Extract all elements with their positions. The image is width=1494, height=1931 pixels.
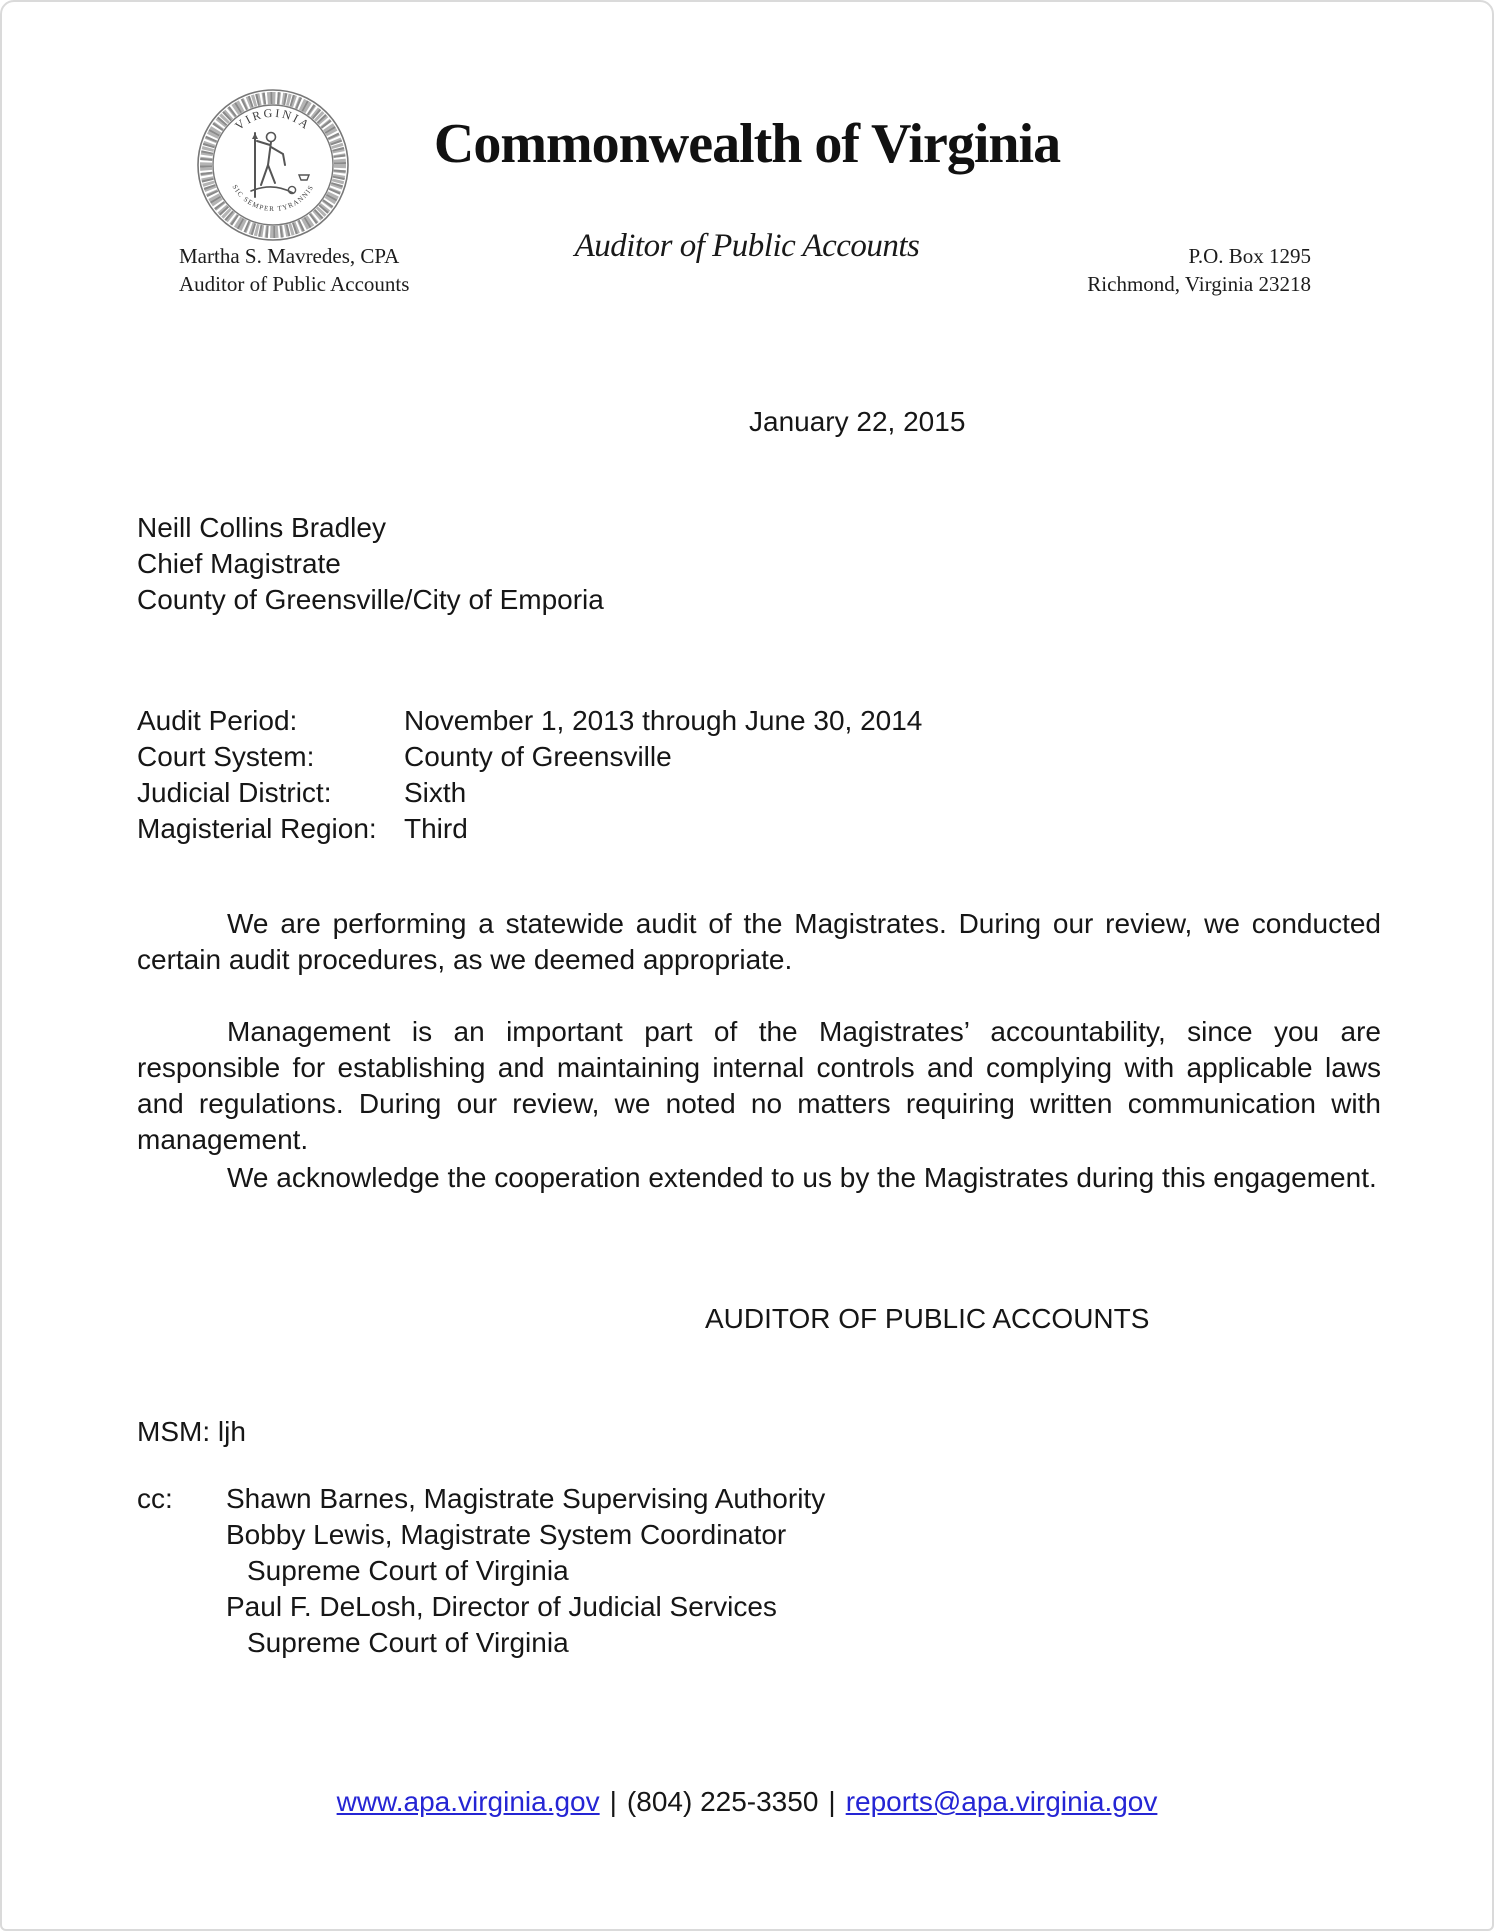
magisterial-region-label: Magisterial Region: (137, 813, 377, 844)
auditor-name: Martha S. Mavredes, CPA (179, 244, 400, 268)
cc-row (137, 1517, 825, 1553)
city-state-zip: Richmond, Virginia 23218 (1087, 272, 1311, 296)
recipient-block (137, 510, 604, 618)
footer-contact-line (2, 1784, 1492, 1820)
court-system-label: Court System: (137, 741, 315, 772)
footer-separator: | (609, 1786, 617, 1817)
auditor-title: Auditor of Public Accounts (179, 272, 410, 296)
cc-recipient-org: Supreme Court of Virginia (247, 1555, 569, 1586)
reference-initials: MSM: ljh (137, 1416, 246, 1447)
recipient-name: Neill Collins Bradley (137, 512, 386, 543)
audit-info-table (137, 703, 922, 847)
phone-number: (804) 225-3350 (626, 1786, 819, 1817)
audit-info-row (137, 739, 922, 775)
org-subtitle: Auditor of Public Accounts (574, 228, 920, 264)
cc-row (137, 1625, 825, 1661)
org-title: Commonwealth of Virginia (433, 113, 1061, 175)
footer-separator: | (828, 1786, 836, 1817)
audit-period-value: November 1, 2013 through June 30, 2014 (404, 705, 923, 736)
seal-top-text: VIRGINIA (232, 105, 314, 133)
recipient-jurisdiction: County of Greensville/City of Emporia (137, 584, 604, 615)
cc-recipient: Bobby Lewis, Magistrate System Coordinator (226, 1519, 787, 1550)
magisterial-region-value: Third (404, 813, 468, 844)
judicial-district-label: Judicial District: (137, 777, 332, 808)
cc-row (137, 1589, 825, 1625)
court-system-value: County of Greensville (404, 741, 672, 772)
letter-date: January 22, 2015 (749, 406, 966, 437)
body-paragraph-3: We acknowledge the cooperation extended to us by the Magistrates during this engagement. (227, 1162, 1377, 1193)
cc-recipient: Shawn Barnes, Magistrate Supervising Authority (226, 1483, 826, 1514)
signature-org: AUDITOR OF PUBLIC ACCOUNTS (705, 1303, 1150, 1334)
body-paragraph-2: Management is an important part of the Magistrates’ accountability, since you are responsible for establishing and maintaining internal controls and complying with applicable laws and regulations. During our review, we noted no matters requiring written communication with management. (137, 1016, 1381, 1155)
email-link[interactable]: reports@apa.virginia.gov (845, 1786, 1158, 1817)
cc-label: cc: (137, 1483, 173, 1514)
cc-recipient: Paul F. DeLosh, Director of Judicial Services (226, 1591, 777, 1622)
header-left-block (179, 242, 409, 298)
audit-info-row (137, 775, 922, 811)
cc-row (137, 1481, 825, 1517)
po-box: P.O. Box 1295 (1188, 244, 1311, 268)
cc-recipient-org: Supreme Court of Virginia (247, 1627, 569, 1658)
audit-period-label: Audit Period: (137, 705, 298, 736)
recipient-title: Chief Magistrate (137, 548, 341, 579)
cc-row (137, 1553, 825, 1589)
judicial-district-value: Sixth (404, 777, 467, 808)
cc-block (137, 1481, 825, 1661)
header-right-block (1087, 242, 1311, 298)
website-link[interactable]: www.apa.virginia.gov (336, 1786, 600, 1817)
audit-info-row (137, 811, 922, 847)
seal-bottom-text: SIC SEMPER TYRANNIS (230, 183, 316, 214)
body-paragraph-1: We are performing a statewide audit of the Magistrates. During our review, we conducted certain audit procedures, as we deemed appropriate. (137, 908, 1381, 975)
audit-info-row (137, 703, 922, 739)
